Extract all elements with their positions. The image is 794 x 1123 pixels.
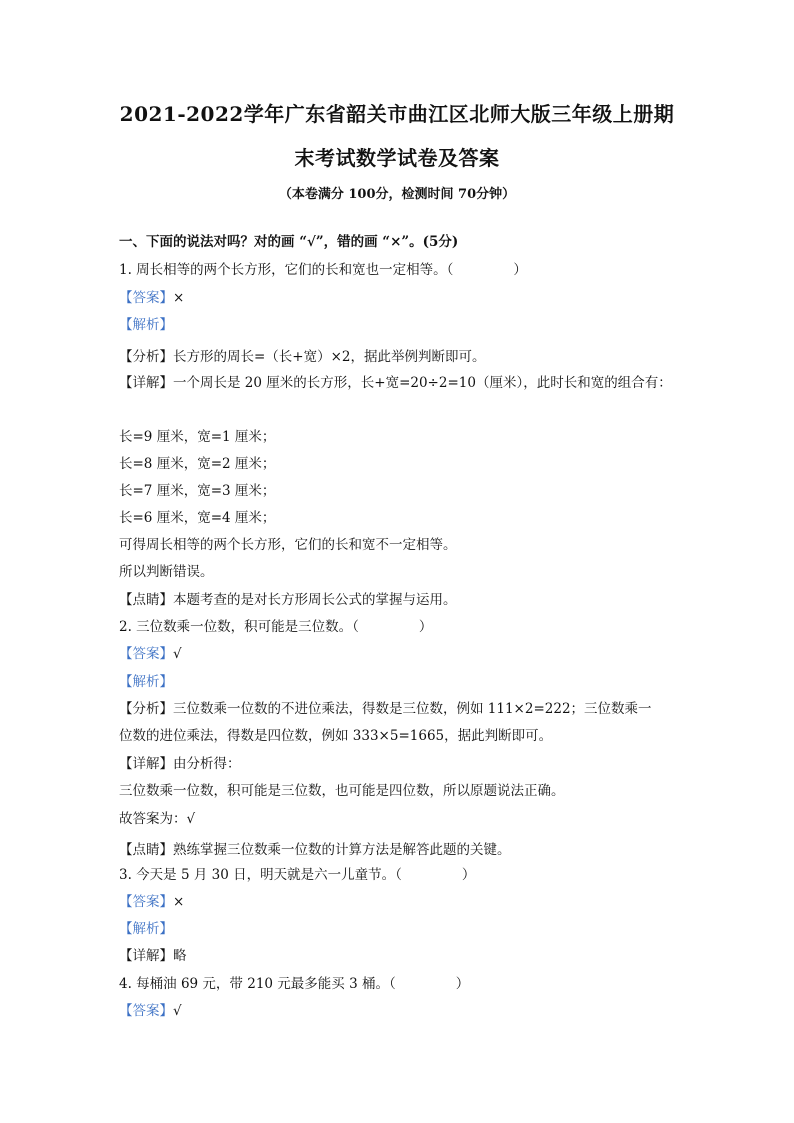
dianjing-1-text: 本题考查的是对长方形周长公式的掌握与运用。 <box>173 592 457 608</box>
fenxi-tag: 【分析】 <box>119 349 173 365</box>
section-heading: 一、下面的说法对吗？对的画 “√”，错的画 “×”。(5分) <box>119 234 459 250</box>
document-title-line2: 末考试数学试卷及答案 <box>294 146 500 170</box>
document-subtitle: （本卷满分 100分，检测时间 70分钟） <box>278 187 516 202</box>
combo-1: 长=9 厘米，宽=1 厘米； <box>119 429 276 445</box>
detail-2: 三位数乘一位数，积可能是三位数，也可能是四位数，所以原题说法正确。 <box>119 783 565 799</box>
xiangjie-1 <box>119 374 672 392</box>
answer-3 <box>119 893 184 911</box>
fenxi-2-line2: 位数的进位乘法，得数是四位数，例如 333×5=1665，据此判断即可。 <box>119 728 553 744</box>
answer-tag: 【答案】 <box>119 290 173 306</box>
fenxi-1 <box>119 348 486 366</box>
question-3 <box>119 866 475 884</box>
xiangjie-tag: 【详解】 <box>119 375 173 391</box>
answer-tag: 【答案】 <box>119 646 173 662</box>
fenxi-2-line1 <box>119 700 652 718</box>
answer-tag: 【答案】 <box>119 894 173 910</box>
xiangjie-1-text: 一个周长是 20 厘米的长方形，长+宽=20÷2=10（厘米），此时长和宽的组合有： <box>173 375 672 391</box>
fenxi-1-text: 长方形的周长=（长+宽）×2，据此举例判断即可。 <box>173 349 486 365</box>
analysis-tag: 【解析】 <box>119 921 173 937</box>
conclusion-1: 可得周长相等的两个长方形，它们的长和宽不一定相等。 <box>119 537 457 553</box>
answer-2 <box>119 645 182 663</box>
analysis-1 <box>119 316 173 334</box>
dianjing-2 <box>119 841 511 859</box>
xiangjie-tag: 【详解】 <box>119 948 173 964</box>
fenxi-2-text1: 三位数乘一位数的不进位乘法，得数是三位数，例如 111×2=222；三位数乘一 <box>173 701 652 717</box>
analysis-2 <box>119 673 173 691</box>
xiangjie-3 <box>119 947 187 965</box>
analysis-tag: 【解析】 <box>119 317 173 333</box>
question-3-end: ） <box>461 867 476 883</box>
dianjing-1 <box>119 591 457 609</box>
question-1-end: ） <box>513 262 527 278</box>
fenxi-tag: 【分析】 <box>119 701 173 717</box>
question-1 <box>119 261 527 279</box>
answer-4 <box>119 1002 182 1020</box>
answer-tag: 【答案】 <box>119 1003 173 1019</box>
question-2-end: ） <box>418 619 433 635</box>
document-title-line1: 2021-2022学年广东省韶关市曲江区北师大版三年级上册期 <box>119 102 675 126</box>
analysis-3 <box>119 920 173 938</box>
question-4-text: 4. 每桶油 69 元，带 210 元最多能买 3 桶。（ <box>119 976 396 992</box>
answer-3-value: × <box>173 894 185 910</box>
combo-2: 长=8 厘米，宽=2 厘米； <box>119 456 276 472</box>
result-2: 故答案为：√ <box>119 811 196 827</box>
answer-1-value: × <box>173 290 185 306</box>
question-4-end: ） <box>455 976 470 992</box>
combo-4: 长=6 厘米，宽=4 厘米； <box>119 510 276 526</box>
answer-1 <box>119 289 184 307</box>
question-4 <box>119 975 469 993</box>
conclusion-2: 所以判断错误。 <box>119 564 214 580</box>
dianjing-tag: 【点睛】 <box>119 842 173 858</box>
xiangjie-tag: 【详解】 <box>119 756 173 772</box>
xiangjie-2 <box>119 755 241 773</box>
answer-4-value: √ <box>173 1003 182 1019</box>
question-2-text: 2. 三位数乘一位数，积可能是三位数。（ <box>119 619 359 635</box>
xiangjie-2-text: 由分析得： <box>173 756 241 772</box>
combo-3: 长=7 厘米，宽=3 厘米； <box>119 483 276 499</box>
xiangjie-3-text: 略 <box>173 948 187 964</box>
question-3-text: 3. 今天是 5 月 30 日，明天就是六一儿童节。（ <box>119 867 402 883</box>
question-2 <box>119 618 432 636</box>
answer-2-value: √ <box>173 646 182 662</box>
dianjing-tag: 【点睛】 <box>119 592 173 608</box>
question-1-text: 1. 周长相等的两个长方形，它们的长和宽也一定相等。（ <box>119 262 454 278</box>
dianjing-2-text: 熟练掌握三位数乘一位数的计算方法是解答此题的关键。 <box>173 842 511 858</box>
analysis-tag: 【解析】 <box>119 674 173 690</box>
